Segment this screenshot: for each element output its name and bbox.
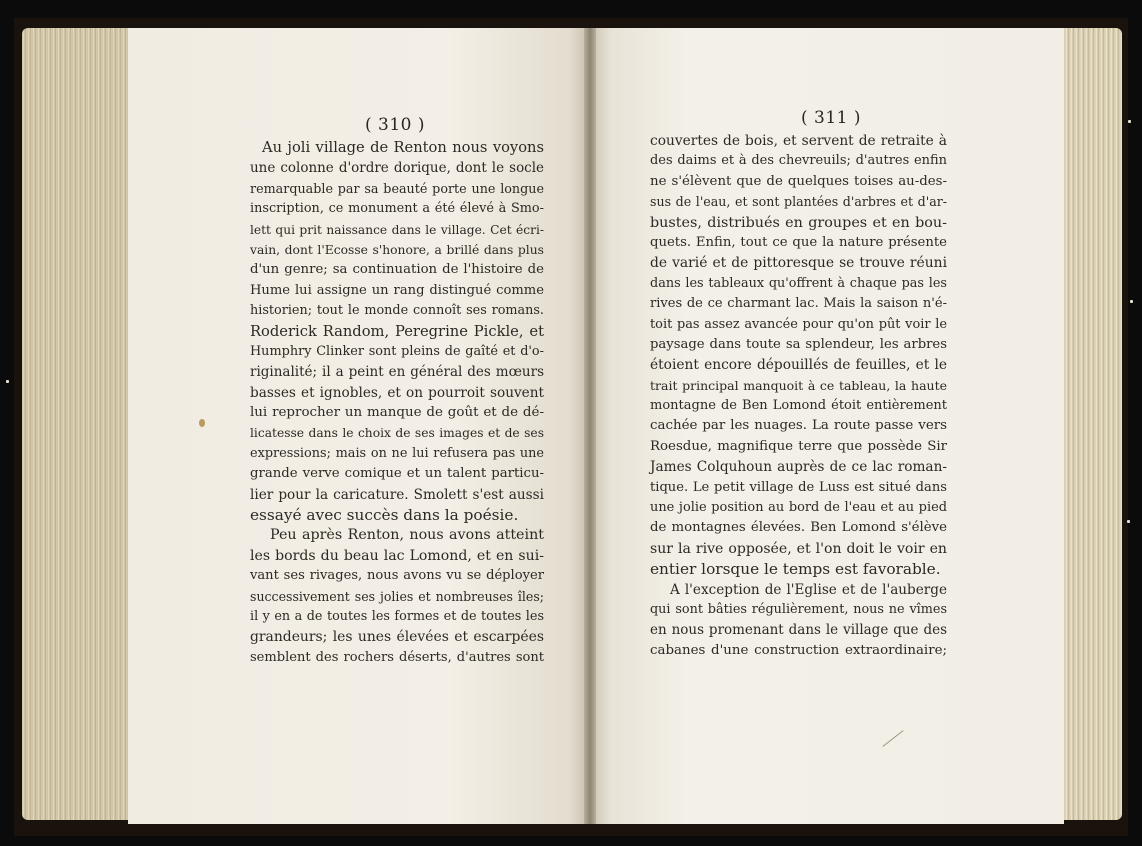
right-page-number: ( 311 ) xyxy=(801,108,862,128)
left-page-text xyxy=(250,138,544,668)
text-line: James Colquhoun auprès de ce lac roman- xyxy=(650,459,947,476)
text-line: d'un genre; sa continuation de l'histoire de xyxy=(250,262,544,278)
text-line: rives de ce charmant lac. Mais la saison n'é- xyxy=(650,296,947,312)
text-line: il y en a de toutes les formes et de toutes les xyxy=(250,608,544,624)
text-line: inscription, ce monument a été élevé à Smo- xyxy=(250,201,544,217)
text-line: qui sont bâties régulièrement, nous ne vîmes xyxy=(650,601,947,617)
text-line: Au joli village de Renton nous voyons xyxy=(262,139,544,156)
book-gutter xyxy=(584,28,596,824)
text-line: essayé avec succès dans la poésie. xyxy=(250,506,519,525)
text-line: licatesse dans le choix de ses images et de ses xyxy=(250,426,544,441)
text-line: paysage dans toute sa splendeur, les arbres xyxy=(650,336,947,352)
text-line: Humphry Clinker sont pleins de gaîté et d'o- xyxy=(250,343,544,359)
text-line: ne s'élèvent que de quelques toises au-des- xyxy=(650,173,947,189)
text-line: Peu après Renton, nous avons atteint xyxy=(270,527,544,544)
text-line: dans les tableaux qu'offrent à chaque pas les xyxy=(650,275,947,291)
text-line: basses et ignobles, et on pourroit souvent xyxy=(250,384,544,401)
text-line: toit pas assez avancée pour qu'on pût voir le xyxy=(650,316,947,332)
text-line: cabanes d'une construction extraordinaire; xyxy=(650,642,947,658)
text-line: trait principal manquoit à ce tableau, la haute xyxy=(650,377,947,393)
text-line: montagne de Ben Lomond étoit entièrement xyxy=(650,398,947,414)
text-line: de varié et de pittoresque se trouve réuni xyxy=(650,255,947,272)
text-line: Hume lui assigne un rang distingué comme xyxy=(250,282,544,298)
right-page-text xyxy=(650,131,947,661)
text-line: des daims et à des chevreuils; d'autres enfin xyxy=(650,153,947,169)
edge-speck xyxy=(1127,520,1130,523)
text-line: bustes, distribués en groupes et en bou- xyxy=(650,214,947,231)
text-line: les bords du beau lac Lomond, et en sui- xyxy=(250,547,544,564)
text-line: vain, dont l'Ecosse s'honore, a brillé dans plus xyxy=(250,242,544,257)
text-line: entier lorsque le temps est favorable. xyxy=(650,560,941,579)
text-line: une jolie position au bord de l'eau et au pied xyxy=(650,500,947,516)
text-line: cachée par les nuages. La route passe vers xyxy=(650,418,947,434)
text-line: de montagnes élevées. Ben Lomond s'élève xyxy=(650,520,947,536)
text-line: riginalité; il a peint en général des mœurs xyxy=(250,364,544,381)
text-line: sur la rive opposée, et l'on doit le voir en xyxy=(650,540,947,557)
text-line: expressions; mais on ne lui refusera pas une xyxy=(250,445,544,461)
text-line: une colonne d'ordre dorique, dont le socle xyxy=(250,160,544,177)
text-line: lui reprocher un manque de goût et de dé- xyxy=(250,405,544,421)
text-line: A l'exception de l'Eglise et de l'auberge xyxy=(670,581,947,598)
edge-speck xyxy=(1130,300,1133,303)
text-line: Roderick Random, Peregrine Pickle, et xyxy=(250,322,544,340)
edge-speck xyxy=(6,380,9,383)
paper-stain xyxy=(199,419,205,427)
text-line: en nous promenant dans le village que des xyxy=(650,622,947,639)
text-line: vant ses rivages, nous avons vu se déployer xyxy=(250,568,544,584)
left-page-edges xyxy=(22,28,132,820)
edge-speck xyxy=(1128,120,1131,123)
text-line: lett qui prit naissance dans le village. Cet écri- xyxy=(250,222,544,237)
left-page-number: ( 310 ) xyxy=(365,115,426,135)
text-line: grandeurs; les unes élevées et escarpées xyxy=(250,629,544,646)
text-line: historien; tout le monde connoît ses romans. xyxy=(250,303,544,319)
text-line: semblent des rochers déserts, d'autres sont xyxy=(250,649,544,665)
text-line: successivement ses jolies et nombreuses îles; xyxy=(250,588,544,604)
text-line: Roesdue, magnifique terre que possède Sir xyxy=(650,438,947,454)
text-line: lier pour la caricature. Smolett s'est aussi xyxy=(250,486,544,503)
text-line: quets. Enfin, tout ce que la nature présente xyxy=(650,234,947,250)
text-line: couvertes de bois, et servent de retraite à xyxy=(650,133,947,149)
text-line: remarquable par sa beauté porte une longue xyxy=(250,180,544,196)
text-line: tique. Le petit village de Luss est situé dans xyxy=(650,479,947,495)
text-line: étoient encore dépouillés de feuilles, et le xyxy=(650,357,947,374)
text-line: grande verve comique et un talent particu- xyxy=(250,466,544,482)
text-line: sus de l'eau, et sont plantées d'arbres et d'ar- xyxy=(650,194,947,210)
